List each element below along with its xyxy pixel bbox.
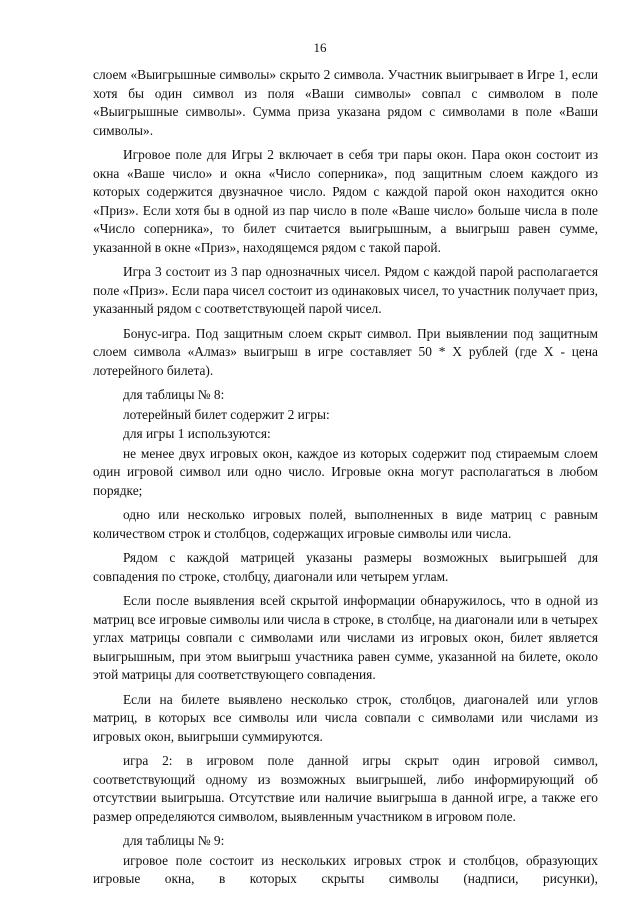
paragraph-bonus-game: Бонус-игра. Под защитным слоем скрыт символ. При выявлении под защитным слоем символа «Алмаз» выигрыш в игре составляет 50 * X рублей (где X - цена лотерейного билета). (93, 325, 598, 378)
body-text (93, 66, 598, 895)
heading-table-8: для таблицы № 8: (123, 387, 225, 402)
heading-table-9: для таблицы № 9: (123, 833, 225, 848)
paragraph-game2-hidden-symbol: игра 2: в игровом поле данной игры скрыт один игровой символ, соответствующий одному из возможных выигрышей, либо информирующий об отсутствии выигрыша. Отсутствие или наличие выигрыша в данной игре, а также его размер определяются символом, выявленным участником в игровом поле. (93, 753, 598, 824)
page-number: 16 (313, 40, 327, 55)
paragraph-matrix-win-condition: Если после выявления всей скрытой информации обнаружилось, что в одной из матриц все игровые символы или числа в строке, в столбце, на диагонали или в четырех углах матрицы совпали с символами или числами из игровых окон, билет является выигрышным, при этом выигрыш участника равен сумме, указанной на билете, около этой матрицы для соответствующего совпадения. (93, 593, 598, 682)
paragraph-game1-conclusion: слоем «Выигрышные символы» скрыто 2 символа. Участник выигрывает в Игре 1, если хотя бы один символ из поля «Ваши символы» совпал с символом в поле «Выигрышные символы». Сумма приза указана рядом с символами в поле «Ваши символы». (93, 67, 598, 138)
paragraph-game1-uses: для игры 1 используются: (123, 426, 271, 441)
paragraph-ticket-two-games: лотерейный билет содержит 2 игры: (123, 406, 330, 422)
paragraph-matrix-prizes: Рядом с каждой матрицей указаны размеры возможных выигрышей для совпадения по строке, столбцу, диагонали или четырем углам. (93, 550, 598, 584)
paragraph-game-fields-matrices: одно или несколько игровых полей, выполненных в виде матриц с равным количеством строк и столбцов, содержащих игровые символы или числа. (93, 507, 598, 541)
paragraph-table9-game-field: игровое поле состоит из нескольких игровых строк и столбцов, образующих игровые окна, в которых скрыты символы (надписи, рисунки), (93, 852, 598, 886)
paragraph-game3-description: Игра 3 состоит из 3 пар однозначных чисел. Рядом с каждой парой располагается поле «Приз». Если пара чисел состоит из одинаковых чисел, то участник получает приз, указанный рядом с соответствующей парой чисел. (93, 264, 598, 316)
paragraph-game2-description: Игровое поле для Игры 2 включает в себя три пары окон. Пара окон состоит из окна «Ваше число» и окна «Число соперника», под защитным слоем каждого из которых содержится двузначное число. Рядом с каждой парой окон находится окно «Приз». Если хотя бы в одной из пар число в поле «Ваше число» больше числа в поле «Число соперника», то билет считается выигрышным, а выигрыш равен сумме, указанной в окне «Приз», находящемся рядом с такой парой. (93, 147, 598, 255)
paragraph-game-windows: не менее двух игровых окон, каждое из которых содержит под стираемым слоем один игровой символ или одно число. Игровые окна могут располагаться в любом порядке; (93, 445, 598, 498)
paragraph-multiple-wins: Если на билете выявлено несколько строк, столбцов, диагоналей или углов матриц, в которых все символы или числа совпали с символами или числами из игровых окон, выигрыши суммируются. (93, 691, 598, 744)
